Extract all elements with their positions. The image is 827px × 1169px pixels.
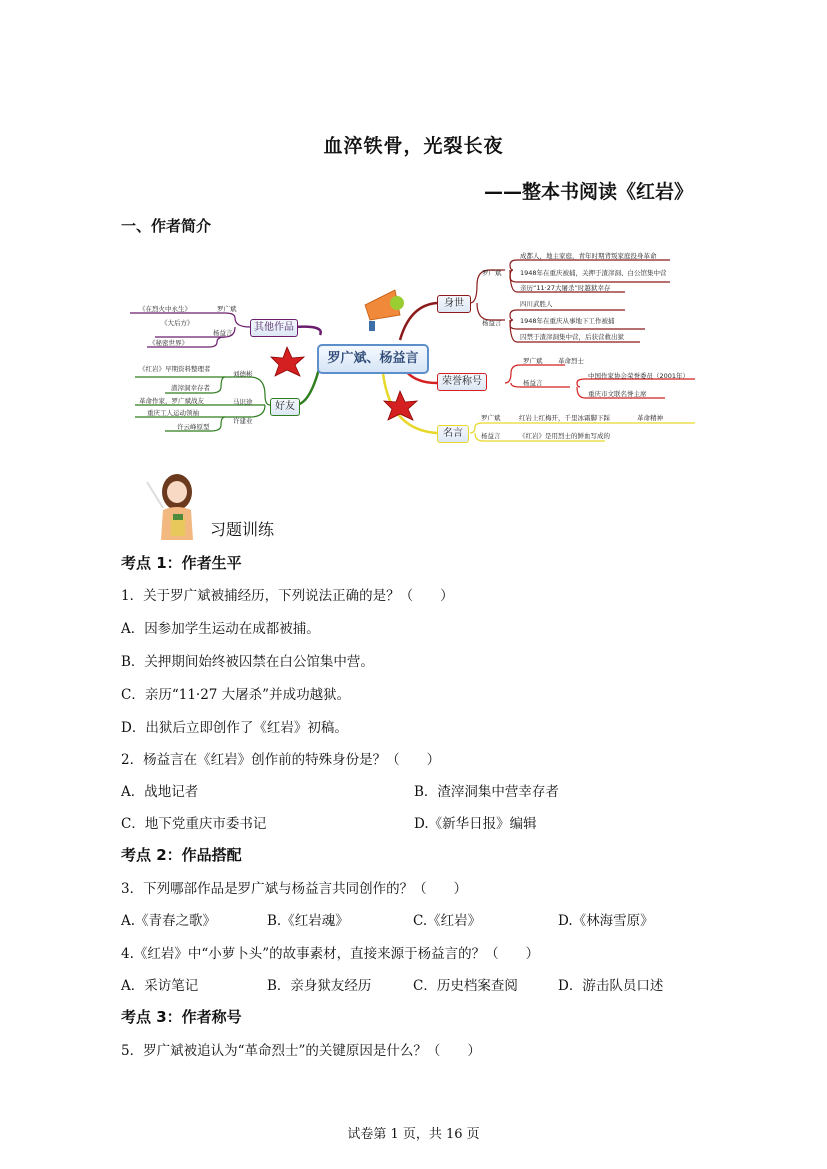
question-option[interactable]: A．战地记者 xyxy=(121,784,199,800)
question-option[interactable]: D.《林海雪原》 xyxy=(558,913,654,929)
question-stem: 3．下列哪部作品是罗广斌与杨益言共同创作的？（ ） xyxy=(121,881,468,897)
node-friend-name: 刘德彬 xyxy=(233,370,253,378)
teacher-icon xyxy=(145,470,205,542)
mind-map-center-node: 罗广斌、杨益言 xyxy=(317,344,429,374)
question-option[interactable]: B．亲身狱友经历 xyxy=(267,978,372,994)
question-option[interactable]: B.《红岩魂》 xyxy=(267,913,349,929)
question-option[interactable]: D．出狱后立即创作了《红岩》初稿。 xyxy=(121,720,348,736)
question-stem: 4.《红岩》中“小萝卜头”的故事素材，直接来源于杨益言的？（ ） xyxy=(121,946,540,962)
node-bg-detail: 1948年在重庆被捕，关押于渣滓洞、白公馆集中营 xyxy=(520,269,667,277)
node-honors-luo-name: 罗广斌 xyxy=(523,357,543,365)
node-honors-detail: 中国作家协会荣誉委员（2001年） xyxy=(588,372,690,380)
node-friend-detail: 许云峰原型 xyxy=(177,423,210,431)
star-icon xyxy=(271,347,304,376)
node-bg-detail: 囚禁于渣滓洞集中营，后获营救出狱 xyxy=(520,333,624,341)
node-honors: 荣誉称号 xyxy=(437,373,487,391)
question-option[interactable]: C．亲历“11·27 大屠杀”并成功越狱。 xyxy=(121,687,351,703)
node-yang-name: 杨益言 xyxy=(213,329,233,337)
question-stem: 5．罗广斌被追认为“革命烈士”的关键原因是什么？（ ） xyxy=(121,1043,481,1059)
node-quote-tag: 革命精神 xyxy=(637,414,663,422)
node-bg-detail: 亲历“11·27大屠杀”时越狱幸存 xyxy=(520,284,611,292)
node-friend-name: 许建业 xyxy=(233,417,253,425)
node-friend-name: 马识途 xyxy=(233,398,253,406)
node-work: 《大后方》 xyxy=(161,319,194,327)
question-option[interactable]: C．地下党重庆市委书记 xyxy=(121,816,267,832)
question-option[interactable]: D．游击队员口述 xyxy=(558,978,664,994)
megaphone-icon xyxy=(365,290,404,331)
document-title: 血淬铁骨，光裂长夜 xyxy=(323,135,504,157)
exercise-label: 习题训练 xyxy=(210,520,275,539)
node-friends: 好友 xyxy=(270,398,300,416)
node-friend-detail: 重庆工人运动领袖 xyxy=(147,409,199,417)
question-option[interactable]: D.《新华日报》编辑 xyxy=(414,816,537,832)
node-quote-text: 红岩上红梅开，千里冰霜脚下踩 xyxy=(519,414,610,422)
document-subtitle: ——整本书阅读《红岩》 xyxy=(483,181,693,203)
node-bg-detail: 四川武胜人 xyxy=(520,300,553,308)
node-honors-yang-name: 杨益言 xyxy=(523,379,543,387)
section-heading-author: 一、作者简介 xyxy=(121,217,212,235)
node-quote-text: 《红岩》是用烈士的鲜血写成的 xyxy=(519,432,610,440)
node-luo-name: 罗广斌 xyxy=(217,305,237,313)
node-bg-yang-name: 杨益言 xyxy=(482,319,502,327)
node-work: 《秘密世界》 xyxy=(149,339,188,347)
node-bg-luo-name: 罗广斌 xyxy=(482,269,502,277)
question-option[interactable]: A.《青春之歌》 xyxy=(121,913,217,929)
question-option[interactable]: C．历史档案查阅 xyxy=(413,978,518,994)
topic-heading: 考点 2：作品搭配 xyxy=(121,846,242,864)
node-work: 《在烈火中永生》 xyxy=(139,305,191,313)
node-bg-detail: 1948年在重庆从事地下工作被捕 xyxy=(520,317,615,325)
question-option[interactable]: A．因参加学生运动在成都被捕。 xyxy=(121,621,320,637)
question-option[interactable]: B．渣滓洞集中营幸存者 xyxy=(414,784,559,800)
node-honors-detail: 重庆市文联名誉主席 xyxy=(588,390,647,398)
node-quotes: 名言 xyxy=(437,425,469,443)
question-option[interactable]: C.《红岩》 xyxy=(413,913,482,929)
question-stem: 2．杨益言在《红岩》创作前的特殊身份是？（ ） xyxy=(121,752,441,768)
topic-heading: 考点 1：作者生平 xyxy=(121,554,242,572)
node-other-works: 其他作品 xyxy=(250,319,298,337)
question-stem: 1．关于罗广斌被捕经历，下列说法正确的是？（ ） xyxy=(121,588,454,604)
node-bg-detail: 成都人，地主家庭，青年时期背叛家庭投身革命 xyxy=(520,252,657,260)
node-honors-detail: 革命烈士 xyxy=(558,357,584,365)
page-footer: 试卷第 1 页，共 16 页 xyxy=(347,1127,480,1142)
node-background: 身世 xyxy=(437,295,471,313)
topic-heading: 考点 3：作者称号 xyxy=(121,1008,242,1026)
author-mind-map xyxy=(125,245,695,445)
node-friend-detail: 渣滓洞幸存者 xyxy=(171,384,210,392)
teacher-illustration xyxy=(145,470,205,542)
node-quote-yang-name: 杨益言 xyxy=(481,432,501,440)
node-quote-luo-name: 罗广斌 xyxy=(481,414,501,422)
node-friend-detail: 《红岩》早期资料整理者 xyxy=(139,365,211,373)
question-option[interactable]: B．关押期间始终被囚禁在白公馆集中营。 xyxy=(121,654,374,670)
question-option[interactable]: A．采访笔记 xyxy=(121,978,199,994)
node-friend-detail: 革命作家，罗广斌战友 xyxy=(139,397,204,405)
